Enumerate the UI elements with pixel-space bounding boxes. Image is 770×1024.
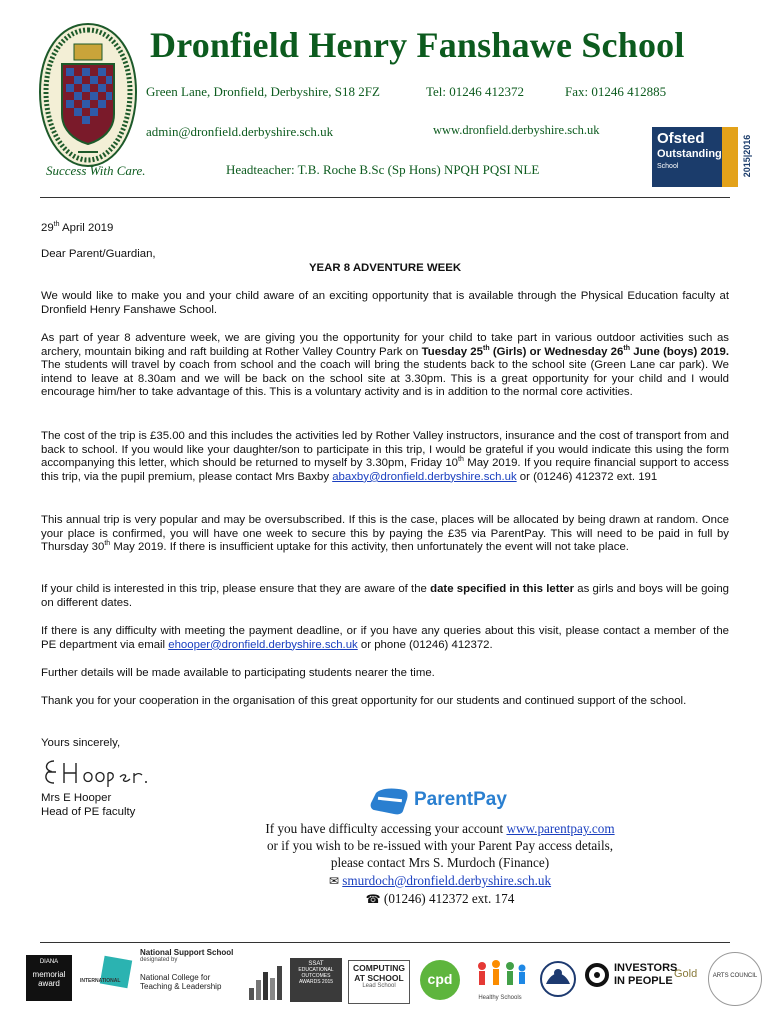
career-mark-logo-icon — [538, 956, 578, 1002]
healthy-schools-logo: Healthy Schools — [470, 958, 530, 1004]
paragraph-thanks: Thank you for your cooperation in the organisation of this great opportunity for our students and continued support of the school. — [41, 695, 687, 707]
signer-name: Mrs E Hooper — [41, 792, 112, 804]
parentpay-card-icon — [370, 787, 410, 815]
ofsted-type: School — [657, 163, 679, 170]
parentpay-line-3: please contact Mrs S. Murdoch (Finance) — [330, 855, 550, 871]
international-school-award-logo: INTERNATIONAL — [80, 958, 130, 998]
school-website[interactable]: www.dronfield.derbyshire.sch.uk — [433, 123, 600, 137]
arts-council-logo: ARTS COUNCIL — [708, 952, 762, 1006]
ofsted-years: 2015|2016 — [742, 134, 752, 178]
headteacher-line: Headteacher: T.B. Roche B.Sc (Sp Hons) NPQH PQSI NLE — [226, 162, 540, 177]
ssat-award-logo: SSAT EDUCATIONAL OUTCOMES AWARDS 2015 — [290, 958, 342, 1002]
paragraph-further-details: Further details will be made available to participating students nearer the time. — [41, 667, 435, 679]
ofsted-badge — [652, 127, 752, 187]
envelope-icon: ✉ — [328, 873, 339, 888]
parentpay-info — [210, 820, 670, 908]
paragraph-activities: As part of year 8 adventure week, we are giving you the opportunity for your child to take part in various outdoor activities such as archery, mountain biking and raft building at Rother Valley Country Park on Tuesday 25th (Girls) or Wednesday 26th June (boys) 2019. The students will travel by coach from school and the coach will bring the students back to the school site (Green Lane car park). We intend to leave at 8.30am and we will be back on the school site at 3.30pm. This is a great opportunity for your child and I would encourage him/her to take advantage of this. This is a voluntary activity and is in addition to the normal core activities. — [41, 332, 730, 399]
baxby-email-link[interactable]: abaxby@dronfield.derbyshire.sch.uk — [332, 470, 517, 483]
signer-block — [41, 791, 135, 819]
paragraph-dates: If your child is interested in this trip, please ensure that they are aware of the date specified in this letter as girls and boys will be going on different dates. — [41, 583, 729, 609]
hooper-email-link[interactable]: ehooper@dronfield.derbyshire.sch.uk — [168, 638, 358, 651]
school-telephone: Tel: 01246 412372 — [426, 84, 525, 99]
letter-greeting: Dear Parent/Guardian, — [41, 248, 156, 260]
parentpay-phone-line: ☎ (01246) 412372 ext. 174 — [365, 890, 515, 906]
paragraph-allocation: This annual trip is very popular and may be oversubscribed. If this is the case, places will be allocated by being drawn at random. Once your place is confirmed, you will have one week to secure this by paying the £35 via ParentPay. This will need to be paid in full by Thursday 30th May 2019. If there is insufficient uptake for this activity, then unfortunately the event will not take place. — [41, 514, 729, 554]
parentpay-line-2: or if you wish to be re-issued with your Parent Pay access details, — [266, 838, 614, 854]
school-email[interactable]: admin@dronfield.derbyshire.sch.uk — [146, 124, 334, 139]
ncsl-logo: National Support School designated by National College for Teaching & Leadership — [140, 948, 234, 991]
letter-date: 29th April 2019 — [41, 221, 114, 234]
school-crest-icon — [38, 22, 138, 168]
computing-at-school-logo: COMPUTING AT SCHOOL Lead School — [348, 960, 410, 1004]
school-name: Dronfield Henry Fanshawe School — [150, 25, 685, 65]
paragraph-intro: We would like to make you and your child aware of an exciting opportunity that is available through the Physical Education faculty at Dronfield Henry Fanshawe School. — [41, 290, 729, 316]
paragraph-cost: The cost of the trip is £35.00 and this includes the activities led by Rother Valley instructors, insurance and the cost of transport from and back to school. If you would like your daughter/son to participate in this trip, I would be grateful if you would indicate this using the form accompanying this letter, which should be returned to myself by 3.30pm, Friday 10th May 2019. If you require financial support to access this trip, via the pupil premium, please contact Mrs Baxby abaxby@dronfield.derbyshire.sch.uk or (01246) 412372 ext. 191 — [41, 430, 729, 483]
school-address: Green Lane, Dronfield, Derbyshire, S18 2FZ — [146, 84, 380, 99]
header-divider — [40, 197, 730, 198]
ofsted-rating: Outstanding — [657, 148, 722, 160]
parentpay-email-line — [210, 872, 670, 890]
healthy-schools-figures-icon — [470, 958, 530, 990]
parentpay-website-link[interactable]: www.parentpay.com — [506, 821, 615, 836]
parentpay-line-1: If you have difficulty accessing your account www.parentpay.com — [265, 821, 615, 836]
murdoch-email-link[interactable]: smurdoch@dronfield.derbyshire.sch.uk — [342, 872, 552, 888]
investors-in-people-ring-icon — [584, 962, 610, 988]
signer-title: Head of PE faculty — [41, 806, 136, 818]
phone-icon: ☎ — [365, 891, 381, 906]
signature-image — [40, 755, 150, 789]
sign-off: Yours sincerely, — [41, 737, 121, 749]
paragraph-payment-queries: If there is any difficulty with meeting the payment deadline, or if you have any queries about this visit, please contact a member of the PE department via email ehooper@dronfield.derbyshire.sch.uk or phone (01246) 412372. — [41, 625, 729, 651]
footer-divider — [40, 942, 730, 943]
school-motto: Success With Care. — [46, 163, 146, 178]
investors-in-people-logo: INVESTORS IN PEOPLE Gold — [584, 960, 704, 1000]
parentpay-logo — [370, 785, 510, 817]
school-fax: Fax: 01246 412885 — [565, 84, 667, 99]
bar-chart-logo-icon — [248, 958, 288, 1002]
ofsted-name: Ofsted — [657, 130, 705, 147]
letter-heading: YEAR 8 ADVENTURE WEEK — [308, 262, 462, 274]
parentpay-wordmark: ParentPay — [414, 789, 507, 810]
diana-award-logo: DIANA memorial award — [26, 955, 72, 1001]
cpd-logo: cpd — [420, 960, 460, 1000]
